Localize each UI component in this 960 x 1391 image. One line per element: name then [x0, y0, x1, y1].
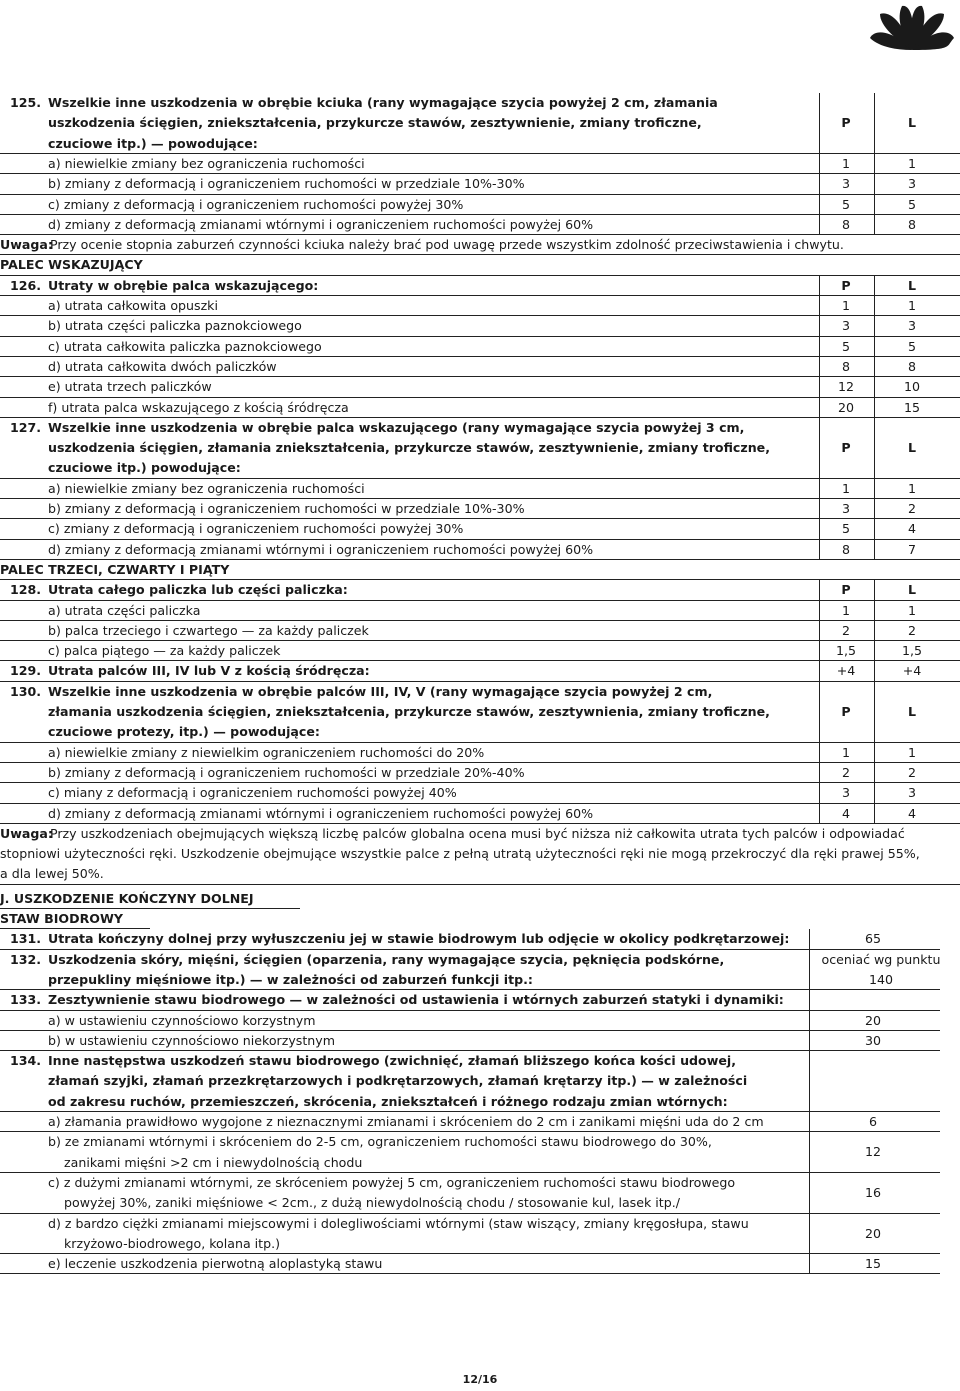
- value: 12: [864, 1144, 882, 1160]
- column-separator: [819, 540, 820, 560]
- value-l: 15: [903, 399, 921, 415]
- row-divider: [0, 1273, 940, 1274]
- column-separator: [874, 621, 875, 641]
- value-l: 2: [907, 501, 916, 516]
- item-126: [0, 276, 960, 296]
- value-l: 1: [907, 298, 916, 313]
- column-separator: [819, 316, 820, 336]
- value-p: 1: [841, 744, 850, 760]
- item-text: c) utrata całkowita paliczka paznokciowego: [48, 338, 322, 354]
- sub-item: [0, 316, 960, 336]
- value-l: 2: [907, 764, 916, 780]
- sub-item: [0, 1173, 960, 1214]
- column-separator: [809, 1173, 810, 1214]
- sub-item: [0, 783, 960, 803]
- column-separator: [809, 1254, 810, 1274]
- column-separator: [819, 682, 820, 743]
- column-separator: [819, 174, 820, 194]
- sub-item: [0, 215, 960, 235]
- value-p: 3: [841, 318, 850, 334]
- item-text: a) utrata całkowita opuszki: [48, 298, 218, 313]
- value-l: 5: [907, 196, 916, 212]
- value-p: 8: [841, 541, 850, 557]
- value-l: 7: [907, 541, 916, 557]
- value-p: 5: [841, 196, 850, 212]
- column-separator: [809, 1031, 810, 1051]
- item-text: b) zmiany z deformacją i ograniczeniem ruchomości w przedziale 10%-30%: [48, 176, 525, 192]
- item-number: 131.: [10, 931, 42, 947]
- item-text: b) utrata części paliczka paznokciowego: [48, 318, 302, 334]
- item-text: d) zmiany z deformacją zmianami wtórnymi i ograniczeniem ruchomości powyżej 60%: [48, 541, 594, 557]
- column-separator: [809, 929, 810, 949]
- column-separator: [819, 154, 820, 174]
- column-separator: [819, 398, 820, 418]
- note-line: [0, 824, 960, 844]
- sub-item: [0, 1254, 960, 1274]
- column-separator: [819, 783, 820, 803]
- column-separator: [874, 337, 875, 357]
- value-l: 2: [907, 622, 916, 638]
- column-separator: [874, 296, 875, 316]
- column-separator: [819, 580, 820, 600]
- column-separator: [819, 418, 820, 479]
- sub-item: [0, 519, 960, 539]
- column-separator: [874, 357, 875, 377]
- column-separator: [874, 316, 875, 336]
- item-text-line: Zesztywnienie stawu biodrowego — w zależności od ustawienia i wtórnych zaburzeń statyki i dynamiki:: [48, 992, 784, 1008]
- column-separator: [874, 215, 875, 235]
- item-text: b) zmiany z deformacją i ograniczeniem ruchomości w przedziale 10%-30%: [48, 501, 525, 516]
- sub-item: [0, 499, 960, 519]
- item-text: d) utrata całkowita dwóch paliczków: [48, 358, 277, 374]
- value-l: 3: [907, 785, 916, 801]
- column-separator: [874, 174, 875, 194]
- value: oceniać wg punktu: [821, 951, 941, 967]
- value: 30: [864, 1032, 882, 1048]
- value-l: L: [907, 703, 917, 719]
- column-separator: [874, 540, 875, 560]
- sub-item: [0, 601, 960, 621]
- item-text-line: uszkodzenia ścięgien, złamania zniekształcenia, przykurcze stawów, zesztywnienie, zmiany troficzne,: [48, 440, 770, 456]
- item-133: [0, 990, 960, 1010]
- item-134: [0, 1051, 960, 1112]
- sub-item: [0, 357, 960, 377]
- item-number: 133.: [10, 992, 42, 1008]
- column-separator: [819, 479, 820, 499]
- value-l: 10: [903, 379, 921, 395]
- row-divider: [0, 884, 960, 885]
- item-text: c) zmiany z deformacją i ograniczeniem ruchomości powyżej 30%: [48, 196, 464, 212]
- value-l: L: [907, 582, 917, 598]
- sub-item: [0, 1031, 960, 1051]
- item-number: 132.: [10, 951, 42, 967]
- note-text: a dla lewej 50%.: [0, 866, 104, 882]
- value: 140: [868, 971, 894, 987]
- item-131: [0, 929, 960, 949]
- item-text: b) w ustawieniu czynnościowo niekorzystnym: [48, 1032, 335, 1048]
- item-text-line: Utrata całego paliczka lub części paliczka:: [48, 582, 348, 598]
- item-number: 129.: [10, 663, 42, 679]
- heading-hip-text: STAW BIODROWY: [0, 911, 123, 926]
- column-separator: [819, 499, 820, 519]
- item-number: 127.: [10, 419, 42, 435]
- sub-item: [0, 1011, 960, 1031]
- item-text-line: Wszelkie inne uszkodzenia w obrębie kciuka (rany wymagające szycia powyżej 2 cm, złamania: [48, 95, 718, 110]
- column-separator: [874, 93, 875, 154]
- column-separator: [874, 804, 875, 824]
- value-p: 8: [841, 358, 850, 374]
- column-separator: [819, 357, 820, 377]
- value-l: 3: [907, 176, 916, 192]
- item-text: a) niewielkie zmiany bez ograniczenia ruchomości: [48, 480, 365, 496]
- note-text: Przy uszkodzeniach obejmujących większą liczbę palców globalna ocena musi być niższa niż całkowita utrata tych palców i odpowiadać: [50, 825, 905, 841]
- item-text-line: d) z bardzo ciężki zmianami miejscowymi i dolegliwościami wtórnymi (staw wiszący, zmiany kręgosłupa, stawu: [48, 1215, 749, 1231]
- column-separator: [874, 763, 875, 783]
- value-p: 4: [841, 805, 850, 821]
- item-number: 125.: [10, 95, 42, 110]
- item-text: c) zmiany z deformacją i ograniczeniem ruchomości powyżej 30%: [48, 521, 464, 537]
- value-p: 20: [837, 399, 855, 415]
- item-text: a) niewielkie zmiany bez ograniczenia ruchomości: [48, 155, 365, 171]
- column-separator: [874, 418, 875, 479]
- item-text-line: zanikami mięśni >2 cm i niewydolnością chodu: [48, 1154, 363, 1170]
- item-text-line: złamania uszkodzenia ścięgien, zniekształcenia, przykurcze stawów, zesztywnienia, zmiany troficzne,: [48, 703, 770, 719]
- value-l: 8: [907, 358, 916, 374]
- value-p: 8: [841, 216, 850, 232]
- item-text-line: b) ze zmianami wtórnymi i skróceniem do 2-5 cm, ograniczeniem ruchomości stawu biodrowego do 30%,: [48, 1134, 712, 1150]
- item-128: [0, 580, 960, 600]
- item-text-line: e) leczenie uszkodzenia pierwotną aloplastyką stawu: [48, 1256, 383, 1272]
- column-separator: [809, 1132, 810, 1173]
- item-text: c) miany z deformacją i ograniczeniem ruchomości powyżej 40%: [48, 785, 457, 801]
- sub-item: [0, 621, 960, 641]
- value: 20: [864, 1225, 882, 1241]
- value-p: 5: [841, 521, 850, 537]
- value-p: 3: [841, 176, 850, 192]
- sub-item: [0, 743, 960, 763]
- note-line: [0, 844, 960, 864]
- column-separator: [819, 804, 820, 824]
- column-separator: [809, 990, 810, 1010]
- column-separator: [819, 743, 820, 763]
- item-text: d) zmiany z deformacją zmianami wtórnymi i ograniczeniem ruchomości powyżej 60%: [48, 216, 594, 232]
- item-text: e) utrata trzech paliczków: [48, 379, 212, 395]
- heading-other-text: PALEC TRZECI, CZWARTY I PIĄTY: [0, 561, 230, 577]
- value: 6: [868, 1114, 877, 1129]
- column-separator: [819, 276, 820, 296]
- sub-item: [0, 479, 960, 499]
- note-label: Uwaga:: [0, 237, 53, 253]
- value-p: 1: [841, 602, 850, 618]
- column-separator: [874, 601, 875, 621]
- column-separator: [819, 519, 820, 539]
- item-129: [0, 661, 960, 681]
- value-l: 4: [907, 521, 916, 537]
- column-separator: [874, 641, 875, 661]
- heading-leg-text: J. USZKODZENIE KOŃCZYNY DOLNEJ: [0, 890, 254, 906]
- column-separator: [874, 276, 875, 296]
- value-p: 5: [841, 338, 850, 354]
- column-separator: [874, 377, 875, 397]
- column-separator: [874, 682, 875, 743]
- column-separator: [809, 1011, 810, 1031]
- sub-item: [0, 174, 960, 194]
- column-separator: [874, 398, 875, 418]
- heading-index: [0, 255, 960, 275]
- heading-other: [0, 560, 960, 580]
- sub-item: [0, 154, 960, 174]
- value-l: 1: [907, 480, 916, 496]
- value-p: 1: [841, 298, 850, 313]
- item-text-line: uszkodzenia ścięgien, zniekształcenia, przykurcze stawów, zesztywnienie, zmiany troficzne,: [48, 115, 702, 131]
- sub-item: [0, 804, 960, 824]
- column-separator: [809, 1051, 810, 1112]
- column-separator: [819, 296, 820, 316]
- note-text: Przy ocenie stopnia zaburzeń czynności kciuka należy brać pod uwagę przede wszystkim zdolność przeciwstawienia i chwytu.: [50, 237, 844, 253]
- item-text-line: czuciowe itp.) powodujące:: [48, 460, 241, 476]
- column-separator: [874, 743, 875, 763]
- value-l: +4: [902, 663, 922, 679]
- item-text-line: złamań szyjki, złamań przezkrętarzowych i podkrętarzowych, złamań krętarzy itp.) — w zależności: [48, 1073, 748, 1089]
- column-separator: [819, 337, 820, 357]
- item-127: [0, 418, 960, 479]
- value: 20: [864, 1012, 882, 1028]
- item-text-line: przepukliny mięśniowe itp.) — w zależności od zaburzeń funkcji itp.:: [48, 971, 533, 987]
- value-p: 2: [841, 764, 850, 780]
- item-text-line: Wszelkie inne uszkodzenia w obrębie palca wskazującego (rany wymagające szycia powyżej 3 cm,: [48, 419, 745, 435]
- value-l: L: [907, 277, 917, 293]
- sub-item: [0, 195, 960, 215]
- sub-item: [0, 1214, 960, 1255]
- value-p: 2: [841, 622, 850, 638]
- item-text-line: Utraty w obrębie palca wskazującego:: [48, 277, 319, 293]
- sub-item: [0, 296, 960, 316]
- value-l: 1: [907, 744, 916, 760]
- value-l: 3: [907, 318, 916, 334]
- value-p: 3: [841, 501, 850, 516]
- value-p: P: [841, 703, 851, 719]
- column-separator: [819, 601, 820, 621]
- value-p: P: [841, 115, 851, 131]
- value-p: P: [841, 277, 851, 293]
- item-text-line: Inne następstwa uszkodzeń stawu biodrowego (zwichnięć, złamań bliższego końca kości udowej,: [48, 1053, 736, 1069]
- item-text: a) w ustawieniu czynnościowo korzystnym: [48, 1012, 316, 1028]
- value: 15: [864, 1256, 882, 1272]
- note-label: Uwaga:: [0, 825, 53, 841]
- column-separator: [819, 763, 820, 783]
- column-separator: [809, 1112, 810, 1132]
- item-text-line: od zakresu ruchów, przemieszczeń, skrócenia, zniekształceń i różnego rodzaju zmian wtórnych:: [48, 1093, 728, 1109]
- item-number: 134.: [10, 1053, 42, 1069]
- column-separator: [874, 580, 875, 600]
- item-text: d) zmiany z deformacją zmianami wtórnymi i ograniczeniem ruchomości powyżej 60%: [48, 805, 594, 821]
- note-line: [0, 235, 960, 255]
- value-p: 3: [841, 785, 850, 801]
- item-130: [0, 682, 960, 743]
- value-p: P: [841, 440, 851, 456]
- column-separator: [819, 621, 820, 641]
- value-p: 1,5: [835, 643, 857, 659]
- item-125: [0, 93, 960, 154]
- column-separator: [819, 195, 820, 215]
- column-separator: [819, 641, 820, 661]
- item-text-line: Uszkodzenia skóry, mięśni, ścięgien (oparzenia, rany wymagające szycia, pęknięcia podskórne,: [48, 951, 725, 967]
- value-l: 8: [907, 216, 916, 232]
- column-separator: [874, 195, 875, 215]
- item-text-line: czuciowe protezy, itp.) — powodujące:: [48, 724, 320, 740]
- value-p: 1: [841, 480, 850, 496]
- column-separator: [809, 1214, 810, 1255]
- item-text: b) zmiany z deformacją i ograniczeniem ruchomości w przedziale 20%-40%: [48, 764, 525, 780]
- value: 16: [864, 1185, 882, 1201]
- item-132: [0, 950, 960, 991]
- value-l: 4: [907, 805, 916, 821]
- item-number: 130.: [10, 683, 42, 699]
- item-text: c) palca piątego — za każdy paliczek: [48, 643, 281, 659]
- page-number: 12/16: [462, 1373, 498, 1386]
- item-text-line: c) z dużymi zmianami wtórnymi, ze skróceniem powyżej 5 cm, ograniczeniem ruchomości stawu biodrowego: [48, 1174, 736, 1190]
- value-l: 1,5: [901, 643, 923, 659]
- sub-item: [0, 540, 960, 560]
- value-l: L: [907, 440, 917, 456]
- value-l: 1: [907, 602, 916, 618]
- note-text: stopniowi użyteczności ręki. Uszkodzenie obejmujące wszystkie palce z pełną utratą użyteczności ręki nie mogą przekroczyć dla ręki prawej 55%,: [0, 846, 920, 862]
- item-text-line: Utrata palców III, IV lub V z kością śródręcza:: [48, 663, 370, 679]
- item-text-line: Utrata kończyny dolnej przy wyłuszczeniu jej w stawie biodrowym lub odjęcie w okolicy podkrętarzowej:: [48, 931, 790, 947]
- item-number: 126.: [10, 277, 42, 293]
- column-separator: [819, 93, 820, 154]
- item-text-line: powyżej 30%, zaniki mięśniowe < 2cm., z dużą niewydolnością chodu / stosowanie kul, lasek itp./: [48, 1195, 680, 1211]
- column-separator: [819, 377, 820, 397]
- item-text-line: krzyżowo-biodrowego, kolana itp.): [48, 1235, 281, 1251]
- sub-item: [0, 763, 960, 783]
- value-l: L: [907, 115, 917, 131]
- column-separator: [874, 499, 875, 519]
- column-separator: [819, 661, 820, 681]
- column-separator: [874, 479, 875, 499]
- sub-item: [0, 337, 960, 357]
- value-p: 12: [837, 379, 855, 395]
- item-text: b) palca trzeciego i czwartego — za każdy paliczek: [48, 622, 369, 638]
- sub-item: [0, 1132, 960, 1173]
- note-line: [0, 864, 960, 884]
- value-p: +4: [836, 663, 856, 679]
- item-number: 128.: [10, 582, 42, 598]
- value-l: 1: [907, 155, 916, 171]
- heading-index-text: PALEC WSKAZUJĄCY: [0, 257, 143, 273]
- item-text-line: Wszelkie inne uszkodzenia w obrębie palców III, IV, V (rany wymagające szycia powyżej 2 cm,: [48, 683, 713, 699]
- sub-item: [0, 641, 960, 661]
- value-l: 5: [907, 338, 916, 354]
- value-p: 1: [841, 155, 850, 171]
- column-separator: [819, 215, 820, 235]
- sub-item: [0, 1112, 960, 1132]
- item-text-line: czuciowe itp.) — powodujące:: [48, 135, 258, 151]
- sub-item: [0, 377, 960, 397]
- value: 65: [864, 931, 882, 947]
- item-text: f) utrata palca wskazującego z kością śródręcza: [48, 399, 349, 415]
- sub-item: [0, 398, 960, 418]
- item-text: a) niewielkie zmiany z niewielkim ograniczeniem ruchomości do 20%: [48, 744, 485, 760]
- heading-hip: [0, 909, 960, 929]
- item-text: a) utrata części paliczka: [48, 602, 201, 618]
- column-separator: [874, 783, 875, 803]
- shell-fan-logo-icon: [864, 0, 960, 56]
- column-separator: [809, 950, 810, 991]
- value-p: P: [841, 582, 851, 598]
- column-separator: [874, 661, 875, 681]
- item-text-line: a) złamania prawidłowo wygojone z nieznacznymi zmianami i skróceniem do 2 cm i zanikami mięśni uda do 2 cm: [48, 1114, 764, 1129]
- heading-leg: [0, 889, 960, 909]
- column-separator: [874, 519, 875, 539]
- column-separator: [874, 154, 875, 174]
